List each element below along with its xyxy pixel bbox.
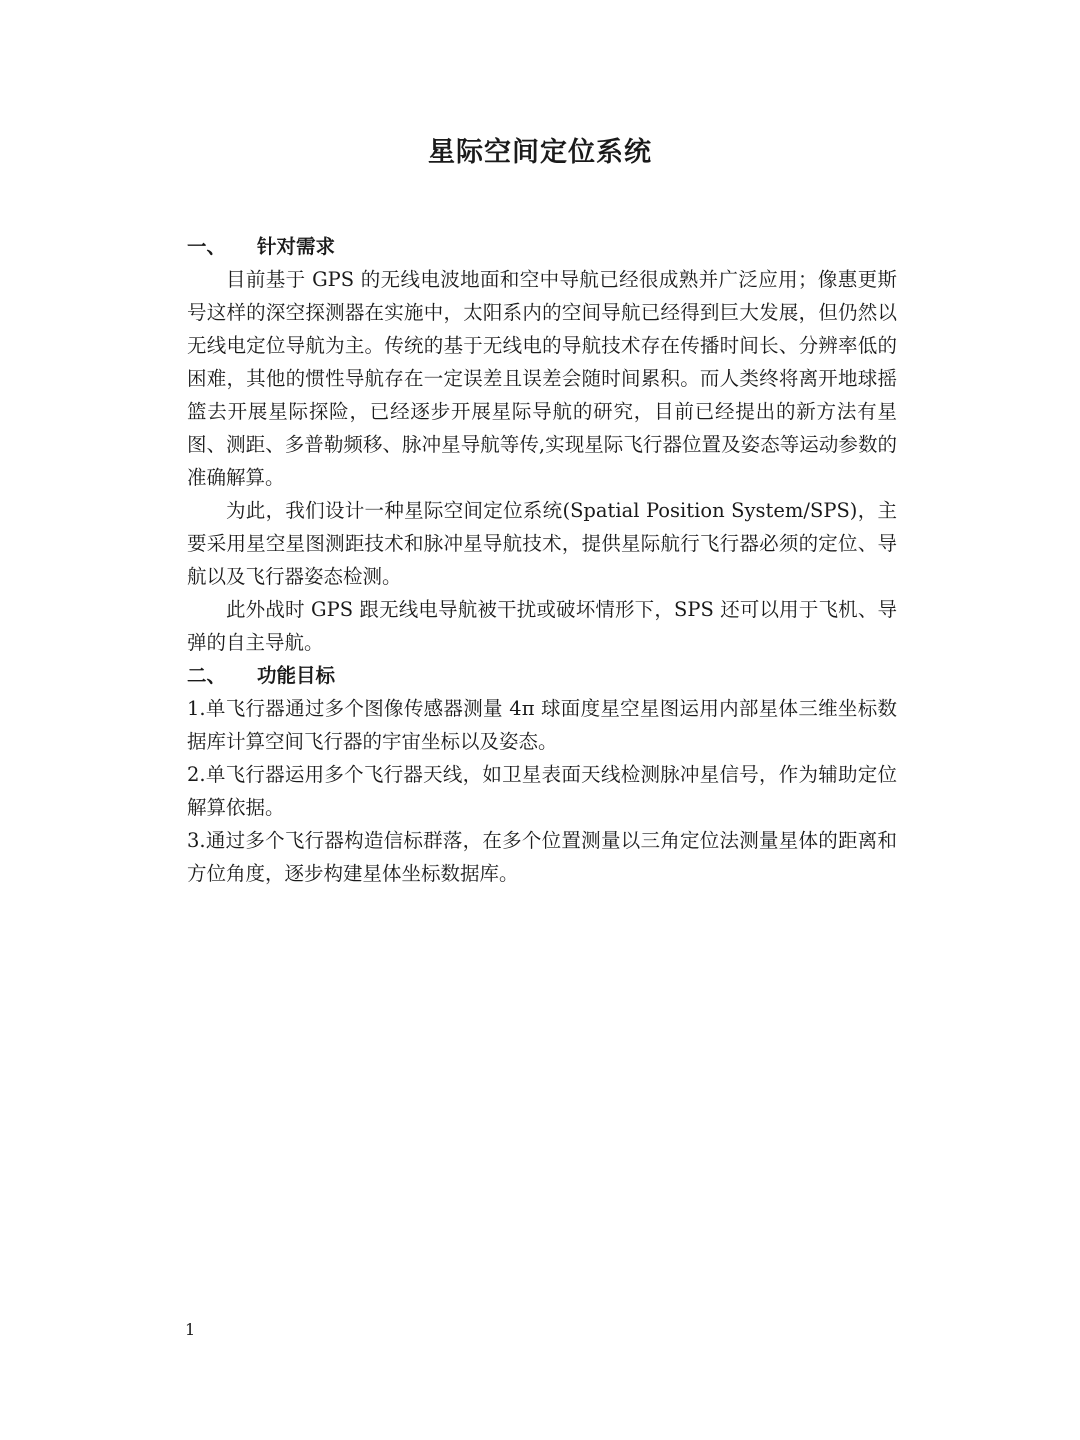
paragraph: 此外战时 GPS 跟无线电导航被干扰或破坏情形下，SPS 还可以用于飞机、导弹的自主导航。 <box>187 598 897 654</box>
section-number: 二、 <box>187 664 227 687</box>
list-item: 1.单飞行器通过多个图像传感器测量 4π 球面度星空星图运用内部星体三维坐标数据库计算空间飞行器的宇宙坐标以及姿态。 <box>187 697 897 753</box>
page-number: 1 <box>185 1320 196 1339</box>
paragraph: 目前基于 GPS 的无线电波地面和空中导航已经很成熟并广泛应用；像惠更斯号这样的深空探测器在实施中，太阳系内的空间导航已经得到巨大发展，但仍然以无线电定位导航为主。传统的基于无线电的导航技术存在传播时间长、分辨率低的困难，其他的惯性导航存在一定误差且误差会随时间累积。而人类终将离开地球摇篮去开展星际探险，已经逐步开展星际导航的研究，目前已经提出的新方法有星图、测距、多普勒频移、脉冲星导航等传,实现星际飞行器位置及姿态等运动参数的准确解算。 <box>187 268 897 489</box>
section-heading-goals <box>187 659 897 692</box>
list-item: 2.单飞行器运用多个飞行器天线，如卫星表面天线检测脉冲星信号，作为辅助定位解算依据。 <box>187 763 897 819</box>
document-body <box>187 230 897 890</box>
list-item: 3.通过多个飞行器构造信标群落，在多个位置测量以三角定位法测量星体的距离和方位角度，逐步构建星体坐标数据库。 <box>187 829 897 885</box>
section-heading-requirements <box>187 230 897 263</box>
paragraph: 为此，我们设计一种星际空间定位系统(Spatial Position System/SPS)，主要采用星空星图测距技术和脉冲星导航技术，提供星际航行飞行器必须的定位、导航以及飞行器姿态检测。 <box>187 499 897 588</box>
section-title: 针对需求 <box>257 235 336 258</box>
section-title: 功能目标 <box>257 664 336 687</box>
section-number: 一、 <box>187 235 227 258</box>
document-title: 星际空间定位系统 <box>428 137 652 168</box>
